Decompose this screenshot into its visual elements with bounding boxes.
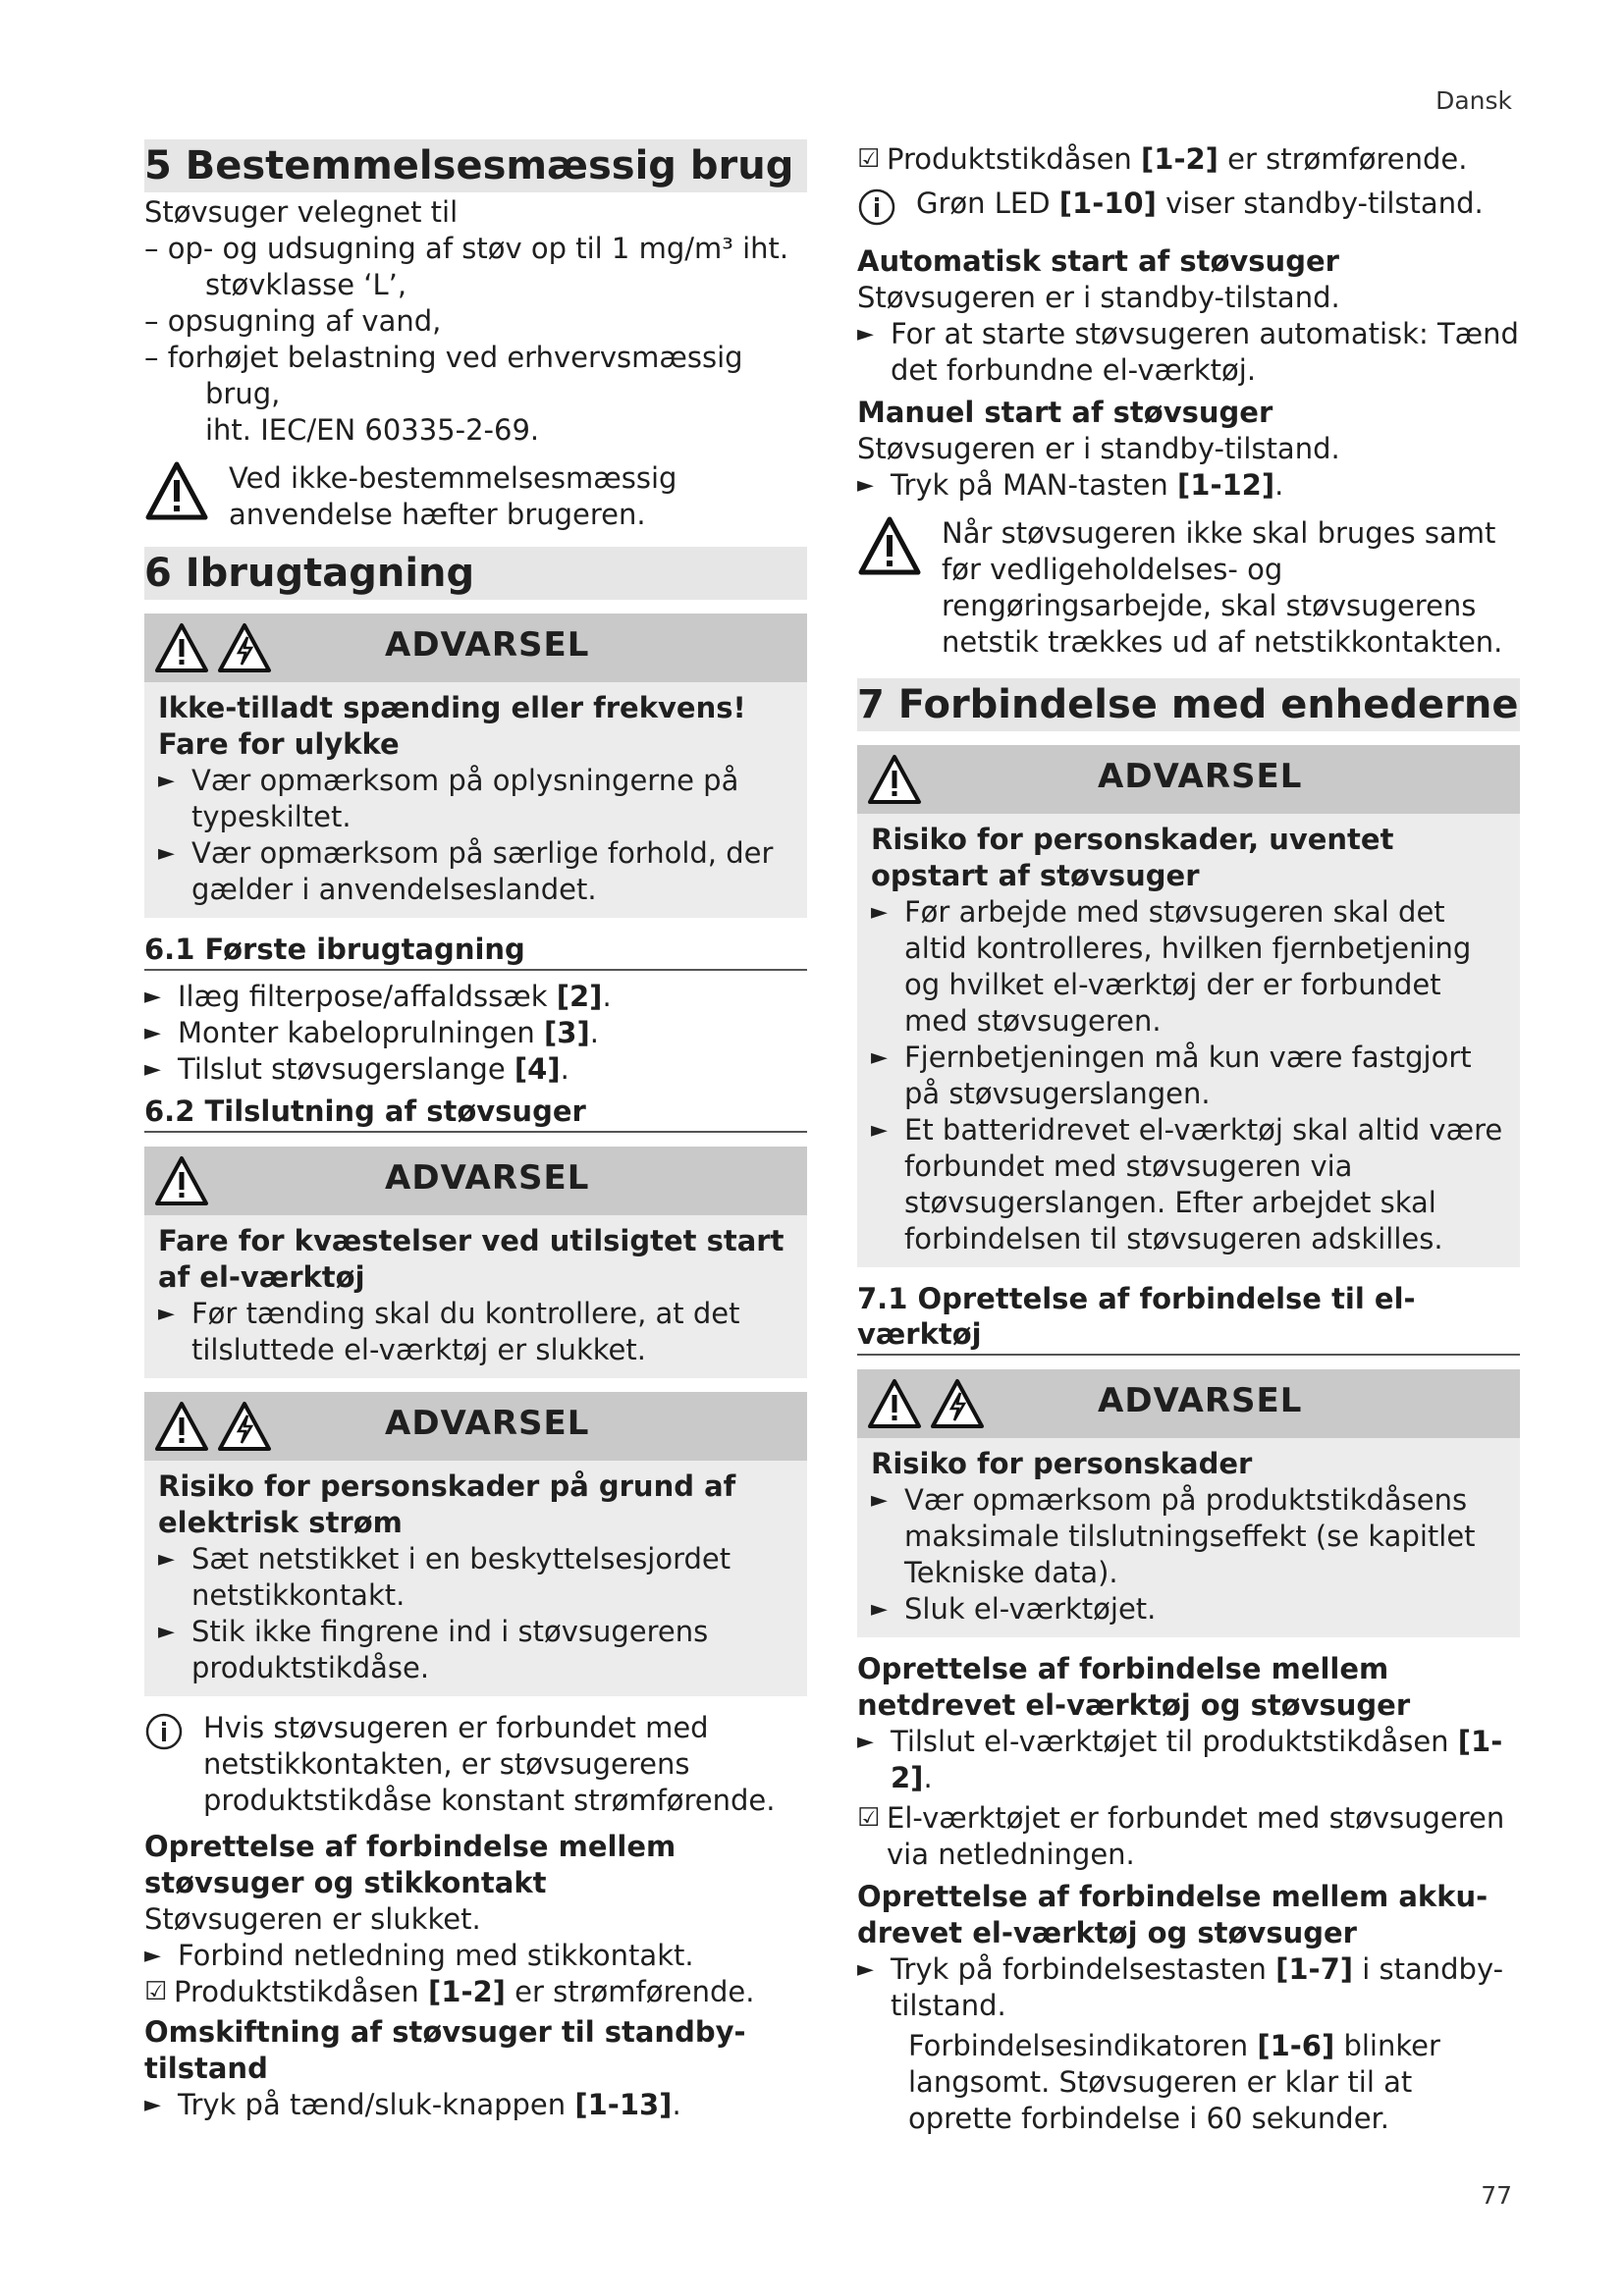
section-5-title: 5 Bestemmelsesmæssig brug <box>144 139 807 192</box>
info-note <box>144 1710 807 1819</box>
standard-reference: iht. IEC/EN 60335-2-69. <box>205 413 540 447</box>
warning-triangle-icon <box>867 753 922 815</box>
subheading-standby: Omskiftning af støvsuger til standby-tilstand <box>144 2015 746 2085</box>
warning-box-header <box>144 1392 807 1461</box>
electric-hazard-icon <box>217 1400 272 1462</box>
usage-warning-text: Ved ikke-bestemmelsesmæssig anvendelse hæfter brugeren. <box>229 461 677 531</box>
section-6-1-title: 6.1 Første ibrugtagning <box>144 932 807 971</box>
warning-triangle-icon <box>144 460 229 530</box>
warning-label: ADVARSEL <box>385 625 590 665</box>
warning-title: Ikke-tilladt spænding eller frekvens! <box>158 691 746 724</box>
result-item: ☑ Produktstikdåsen [1-2] er strømførende. <box>144 1975 755 2008</box>
list-item: ► Et batteridrevet el-værktøj skal altid være forbundet med støvsugeren via støvsugerslangen. Efter arbejdet skal forbindelsen til støvsugeren adskilles. <box>871 1113 1503 1255</box>
list-item: ► Sæt netstikket i en beskyttelsesjordet netstikkontakt. <box>158 1542 731 1612</box>
list-item: ► Stik ikke fingrene ind i støvsugerens produktstikdåse. <box>158 1615 709 1684</box>
list-item: ► For at starte støvsugeren automatisk: Tænd det forbundne el-værktøj. <box>857 317 1519 387</box>
list-item: ► Tryk på forbindelsestasten [1-7] i standby-tilstand. <box>857 1952 1504 2022</box>
list-item: ► Tilslut støvsugerslange [4]. <box>144 1052 569 1086</box>
warning-label: ADVARSEL <box>385 1158 590 1198</box>
usage-warning <box>144 460 807 533</box>
list-item: ► Monter kabeloprulningen [3]. <box>144 1016 599 1049</box>
list-item: ► Sluk el-værktøjet. <box>871 1592 1157 1626</box>
warning-label: ADVARSEL <box>1098 757 1303 796</box>
section-7-title: 7 Forbindelse med enhederne <box>857 678 1520 731</box>
section-5-intro: Støvsuger velegnet til <box>144 195 459 229</box>
warning-box-header <box>857 1369 1520 1438</box>
list-item: – opsugning af vand, <box>144 304 442 338</box>
warning-box-voltage <box>144 614 807 918</box>
subheading-connection-socket: Oprettelse af forbindelse mellem støvsuger og stikkontakt <box>144 1830 677 1899</box>
list-item: ► Vær opmærksom på oplysningerne på typeskiltet. <box>158 764 739 833</box>
warning-box-header <box>144 614 807 682</box>
connection-indicator-text: Forbindelsesindikatoren [1-6] blinker langsomt. Støvsugeren er klar til at oprette forbindelse i 60 sekunder. <box>908 2029 1440 2135</box>
list-item: ► Tilslut el-værktøjet til produktstikdåsen [1-2]. <box>857 1725 1503 1794</box>
warning-subtitle: Fare for ulykke <box>158 727 400 761</box>
warning-triangle-icon <box>857 515 942 585</box>
list-item: ► Fjernbetjeningen må kun være fastgjort på støvsugerslangen. <box>871 1041 1472 1110</box>
warning-label: ADVARSEL <box>385 1404 590 1443</box>
right-column <box>857 141 1520 2137</box>
info-icon <box>144 1710 203 1760</box>
list-item: ► Tryk på MAN-tasten [1-12]. <box>857 468 1284 502</box>
page-number: 77 <box>1481 2181 1512 2210</box>
section-6-2-title: 6.2 Tilslutning af støvsuger <box>144 1094 807 1133</box>
info-icon <box>857 186 916 236</box>
checkbox-icon: ☑ <box>857 144 881 174</box>
warning-triangle-icon <box>867 1377 922 1439</box>
section-6-title: 6 Ibrugtagning <box>144 547 807 600</box>
warning-label: ADVARSEL <box>1098 1381 1303 1420</box>
warning-title: Risiko for personskader på grund af elektrisk strøm <box>158 1469 736 1539</box>
section-7-1-title: 7.1 Oprettelse af forbindelse til el-værktøj <box>857 1281 1520 1356</box>
warning-box-header <box>144 1147 807 1215</box>
electric-hazard-icon <box>930 1377 985 1439</box>
list-item: ► Tryk på tænd/sluk-knappen [1-13]. <box>144 2088 681 2121</box>
page-language: Dansk <box>1435 86 1512 115</box>
list-item: – op- og udsugning af støv op til 1 mg/m³ iht. støvklasse ‘L’, <box>144 232 789 301</box>
list-item: ► Ilæg filterpose/affaldssæk [2]. <box>144 980 612 1013</box>
warning-box-unexpected-start <box>857 745 1520 1267</box>
warning-title: Risiko for personskader, uventet opstart af støvsuger <box>871 823 1394 892</box>
unplug-warning <box>857 515 1520 661</box>
state-text: Støvsugeren er i standby-tilstand. <box>857 281 1340 314</box>
subheading-mains-tool: Oprettelse af forbindelse mellem netdrevet el-værktøj og støvsuger <box>857 1652 1411 1722</box>
subheading-auto-start: Automatisk start af støvsuger <box>857 244 1339 278</box>
warning-box-personal-injury <box>857 1369 1520 1637</box>
list-item: – forhøjet belastning ved erhvervsmæssig brug, <box>144 341 743 410</box>
warning-title: Fare for kvæstelser ved utilsigtet start af el-værktøj <box>158 1224 785 1294</box>
state-text: Støvsugeren er slukket. <box>144 1902 481 1936</box>
list-item: ► Vær opmærksom på særlige forhold, der gælder i anvendelseslandet. <box>158 836 774 906</box>
left-column <box>144 139 807 2123</box>
warning-triangle-icon <box>154 621 209 683</box>
result-item: ☑ El-værktøjet er forbundet med støvsugeren via netledningen. <box>857 1801 1505 1871</box>
list-item: ► Forbind netledning med stikkontakt. <box>144 1939 694 1972</box>
list-item: ► Før tænding skal du kontrollere, at det tilsluttede el-værktøj er slukket. <box>158 1297 740 1366</box>
subheading-manual-start: Manuel start af støvsuger <box>857 396 1273 429</box>
warning-triangle-icon <box>154 1154 209 1216</box>
warning-title: Risiko for personskader <box>871 1447 1253 1480</box>
list-item: ► Vær opmærksom på produktstikdåsens maksimale tilslutningseffekt (se kapitlet Tekniske data). <box>871 1483 1476 1589</box>
checkbox-icon: ☑ <box>857 1803 881 1833</box>
info-note-text: Hvis støvsugeren er forbundet med netstikkontakten, er støvsugerens produktstikdåse konstant strømførende. <box>203 1711 776 1817</box>
info-note: Grøn LED [1-10] viser standby-tilstand. <box>857 186 1520 236</box>
list-item: ► Før arbejde med støvsugeren skal det altid kontrolleres, hvilken fjernbetjening og hvilket el-værktøj der er forbundet med støvsugeren. <box>871 895 1472 1038</box>
warning-box-startup <box>144 1147 807 1378</box>
warning-box-header <box>857 745 1520 814</box>
warning-triangle-icon <box>154 1400 209 1462</box>
subheading-battery-tool: Oprettelse af forbindelse mellem akku-drevet el-værktøj og støvsuger <box>857 1880 1489 1949</box>
unplug-warning-text: Når støvsugeren ikke skal bruges samt før vedligeholdelses- og rengøringsarbejde, skal støvsugerens netstik trækkes ud af netstikkontakten. <box>942 516 1503 659</box>
electric-hazard-icon <box>217 621 272 683</box>
warning-box-electric <box>144 1392 807 1696</box>
state-text: Støvsugeren er i standby-tilstand. <box>857 432 1340 465</box>
result-item: ☑ Produktstikdåsen [1-2] er strømførende. <box>857 142 1468 176</box>
checkbox-icon: ☑ <box>144 1977 168 2006</box>
